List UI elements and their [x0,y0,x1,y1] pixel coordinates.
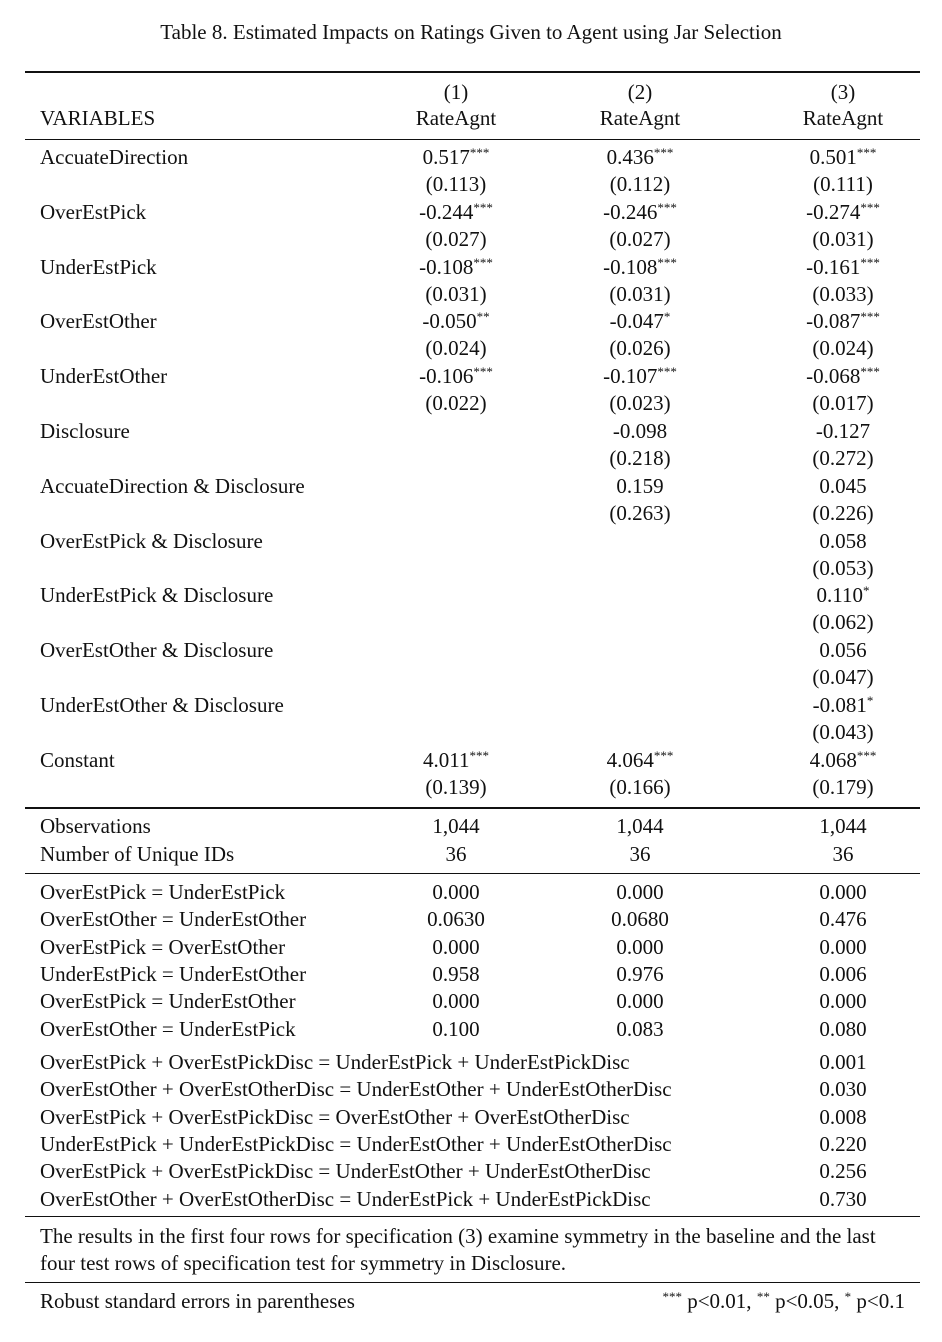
coefficient-row [0,582,942,609]
coefficient-value: 0.436 [606,145,654,169]
significance-stars: * [866,693,874,708]
coefficient-cell [783,308,903,335]
significance-stars: *** [662,1289,682,1304]
coefficient-row [0,473,942,500]
standard-error: (0.272) [812,446,874,470]
coefficient-cell [396,308,516,335]
coefficient-value: 0.058 [819,528,867,553]
p-value: 0.256 [819,1159,867,1184]
p-value: 0.000 [819,934,867,959]
coefficient-value: -0.108 [419,254,474,279]
column-number: (1) [443,80,469,104]
coefficient-cell [783,199,903,226]
standard-error: (0.263) [609,500,671,525]
significance-stars: *** [860,199,880,215]
variable-label: UnderEstOther & Disclosure [40,693,284,717]
standard-error: (0.112) [609,172,671,196]
standard-error: (0.031) [425,281,487,306]
significance-stars: *** [860,309,880,325]
disclosure-test-row [0,1049,942,1076]
significance-stars: *** [469,747,489,763]
standard-error: (0.031) [812,226,874,251]
significance-stars: * [663,309,671,325]
coefficient-cell [580,144,700,171]
standard-error-row [0,609,942,636]
coefficient-value: -0.087 [806,309,861,334]
stats-rule [25,807,920,809]
significance-stars: *** [473,254,493,270]
standard-error: (0.166) [609,774,671,799]
tests-rule [25,873,920,874]
p-value: 0.100 [432,1016,480,1041]
test-row [0,961,942,988]
variable-label: OverEstOther & Disclosure [40,638,274,663]
p-value: 0.000 [819,989,867,1014]
standard-error: (0.062) [812,610,874,635]
standard-error: (0.026) [609,336,671,361]
stat-row [0,841,942,868]
test-row [0,879,942,906]
variable-label: OverEstPick & Disclosure [40,528,263,553]
header-rule [25,139,920,140]
p-value: 0.000 [819,880,867,904]
standard-error: (0.111) [813,172,873,196]
standard-error: (0.033) [812,281,874,306]
footer-rule [25,1282,920,1283]
test-label: UnderEstPick + UnderEstPickDisc = UnderEstOther + UnderEstOtherDisc [40,1131,672,1156]
coefficient-value: 4.068 [809,747,857,772]
significance-stars: *** [860,254,880,270]
disclosure-test-row [0,1104,942,1131]
column-name: RateAgnt [415,106,497,130]
test-label: OverEstPick = UnderEstPick [40,880,286,904]
test-label: OverEstOther = UnderEstPick [40,1016,296,1041]
test-label: OverEstPick = OverEstOther [40,934,286,959]
significance-legend [662,1288,905,1315]
test-label: OverEstOther = UnderEstOther [40,907,307,932]
p-value: 0.476 [819,907,867,932]
significance-stars: * [844,1289,852,1304]
coefficient-cell [783,528,903,555]
coefficient-row [0,528,942,555]
stat-value: 1,044 [819,814,867,838]
variable-label: Disclosure [40,419,130,443]
column-number: (2) [627,80,653,104]
variable-label: UnderEstPick & Disclosure [40,583,274,608]
standard-error: (0.022) [425,391,487,416]
coefficient-value: -0.108 [603,254,658,279]
coefficient-value: -0.050 [422,309,477,334]
coefficient-value: 4.064 [606,747,654,772]
coefficient-value: 0.056 [819,638,867,663]
significance-stars: *** [856,145,877,160]
p-value: 0.000 [616,934,664,959]
standard-error-row [0,774,942,801]
coefficient-value: -0.246 [603,199,658,224]
top-rule [25,71,920,73]
header-num-row [0,79,942,106]
coefficient-cell [783,254,903,281]
coefficient-cell [396,144,516,171]
coefficient-cell [580,747,700,774]
note-rule [25,1216,920,1217]
stat-value: 36 [445,841,467,866]
p-value: 0.958 [432,961,480,986]
standard-error: (0.218) [609,446,671,470]
variable-label: AccuateDirection & Disclosure [40,473,305,498]
column-name: RateAgnt [599,106,681,130]
variable-label: UnderEstOther [40,364,168,389]
significance-stars: *** [653,747,674,763]
coefficient-cell [580,418,700,445]
significance-threshold: p<0.01, [681,1289,757,1313]
significance-stars: *** [473,364,493,380]
p-value: 0.008 [819,1104,867,1129]
p-value: 0.000 [432,934,480,959]
significance-stars: *** [657,254,677,270]
standard-error: (0.047) [812,665,874,690]
significance-stars: *** [860,364,880,380]
standard-error: (0.024) [425,336,487,361]
p-value: 0.006 [819,961,867,986]
standard-error-row [0,281,942,308]
standard-error-row [0,445,942,472]
coefficient-cell [580,199,700,226]
variable-label: OverEstPick [40,199,147,224]
table-note: The results in the first four rows for specification (3) examine symmetry in the baseline and the last four test rows of specification test for symmetry in Disclosure. [40,1224,876,1275]
coefficient-row [0,637,942,664]
standard-error: (0.113) [425,172,487,196]
coefficient-cell [396,199,516,226]
p-value: 0.976 [616,961,664,986]
disclosure-test-row [0,1131,942,1158]
coefficient-value: -0.098 [612,419,668,443]
standard-error-row [0,226,942,253]
coefficient-cell [580,308,700,335]
coefficient-cell [580,363,700,390]
stat-label: Number of Unique IDs [40,841,235,866]
coefficient-value: -0.127 [815,419,871,443]
coefficient-value: 0.501 [809,145,857,169]
standard-error: (0.043) [812,720,874,744]
coefficient-value: -0.107 [603,364,658,389]
test-row [0,906,942,933]
table-caption: Table 8. Estimated Impacts on Ratings Given to Agent using Jar Selection [160,20,782,44]
column-name: RateAgnt [802,106,884,130]
coefficient-cell [580,473,700,500]
column-number: (3) [830,80,856,104]
coefficient-row [0,363,942,390]
coefficient-value: 0.045 [819,473,867,498]
test-label: OverEstOther + OverEstOtherDisc = UnderEstOther + UnderEstOtherDisc [40,1077,672,1102]
coefficient-row [0,308,942,335]
p-value: 0.000 [616,989,664,1014]
p-value: 0.030 [819,1077,867,1102]
coefficient-cell [783,363,903,390]
coefficient-row [0,418,942,445]
coefficient-cell [783,747,903,774]
coefficient-cell [396,363,516,390]
stat-value: 1,044 [616,814,664,838]
coefficient-cell [783,582,903,609]
significance-threshold: p<0.1 [851,1289,905,1313]
p-value: 0.000 [432,989,480,1014]
significance-stars: *** [657,364,677,380]
coefficient-cell [783,637,903,664]
coefficient-value: -0.081 [812,693,867,717]
p-value: 0.220 [819,1131,867,1156]
stat-value: 36 [832,841,854,866]
coefficient-value: -0.068 [806,364,861,389]
variable-label: AccuateDirection [40,145,189,169]
coefficient-value: 0.517 [422,145,470,169]
coefficient-cell [783,144,903,171]
p-value: 0.0630 [427,907,485,932]
significance-stars: ** [476,309,490,325]
standard-error: (0.023) [609,391,671,416]
test-label: UnderEstPick = UnderEstOther [40,961,307,986]
coefficient-row [0,254,942,281]
p-value: 0.000 [432,880,480,904]
footer-row [0,1288,942,1315]
p-value: 0.080 [819,1016,867,1041]
significance-threshold: p<0.05, [769,1289,845,1313]
variable-label: UnderEstPick [40,254,157,279]
significance-stars: *** [657,199,677,215]
header-name-row [0,105,942,132]
test-row [0,1016,942,1043]
coefficient-cell [783,418,903,445]
p-value: 0.000 [616,880,664,904]
standard-error-row [0,171,942,198]
standard-error-row [0,664,942,691]
coefficient-value: -0.106 [419,364,474,389]
coefficient-value: -0.244 [419,199,474,224]
stat-value: 36 [629,841,651,866]
standard-error-row [0,335,942,362]
test-label: OverEstPick = UnderEstOther [40,989,296,1014]
test-row [0,988,942,1015]
significance-stars: *** [653,145,674,160]
variables-heading: VARIABLES [40,106,156,130]
variable-label: OverEstOther [40,309,157,334]
coefficient-value: 0.110 [816,583,863,608]
coefficient-value: -0.161 [806,254,861,279]
p-value: 0.001 [819,1050,867,1074]
disclosure-test-row [0,1158,942,1185]
standard-error: (0.139) [425,774,487,799]
disclosure-test-row [0,1186,942,1213]
stat-row [0,813,942,840]
coefficient-row [0,692,942,719]
test-row [0,934,942,961]
p-value: 0.0680 [611,907,669,932]
significance-stars: *** [469,145,490,160]
standard-error-row [0,500,942,527]
standard-error: (0.027) [609,226,671,251]
standard-error-row [0,390,942,417]
test-label: OverEstPick + OverEstPickDisc = UnderEstOther + UnderEstOtherDisc [40,1159,651,1184]
p-value: 0.083 [616,1016,664,1041]
standard-error: (0.031) [609,281,671,306]
standard-error: (0.226) [812,500,874,525]
coefficient-row [0,199,942,226]
significance-stars: * [862,583,870,599]
test-label: OverEstPick + OverEstPickDisc = OverEstOther + OverEstOtherDisc [40,1104,630,1129]
coefficient-row [0,747,942,774]
stat-value: 1,044 [432,814,480,838]
significance-stars: *** [473,199,493,215]
significance-stars: ** [756,1289,770,1304]
coefficient-value: 4.011 [423,747,470,772]
p-value: 0.730 [819,1186,867,1211]
disclosure-test-row [0,1076,942,1103]
standard-error: (0.027) [425,226,487,251]
stat-label: Observations [40,814,151,838]
standard-error: (0.017) [812,391,874,416]
standard-error: (0.179) [812,774,874,799]
standard-error: (0.053) [812,555,874,580]
variable-label: Constant [40,747,115,772]
test-label: OverEstPick + OverEstPickDisc = UnderEstPick + UnderEstPickDisc [40,1050,630,1074]
standard-error: (0.024) [812,336,874,361]
coefficient-value: -0.047 [609,309,664,334]
standard-error-row [0,719,942,746]
coefficient-cell [783,473,903,500]
test-label: OverEstOther + OverEstOtherDisc = UnderEstPick + UnderEstPickDisc [40,1186,651,1211]
coefficient-cell [396,747,516,774]
coefficient-cell [783,692,903,719]
coefficient-value: -0.274 [806,199,861,224]
standard-error-row [0,555,942,582]
coefficient-cell [580,254,700,281]
coefficient-row [0,144,942,171]
footer-note: Robust standard errors in parentheses [40,1289,355,1313]
coefficient-value: 0.159 [616,473,664,498]
significance-stars: *** [856,747,877,763]
coefficient-cell [396,254,516,281]
